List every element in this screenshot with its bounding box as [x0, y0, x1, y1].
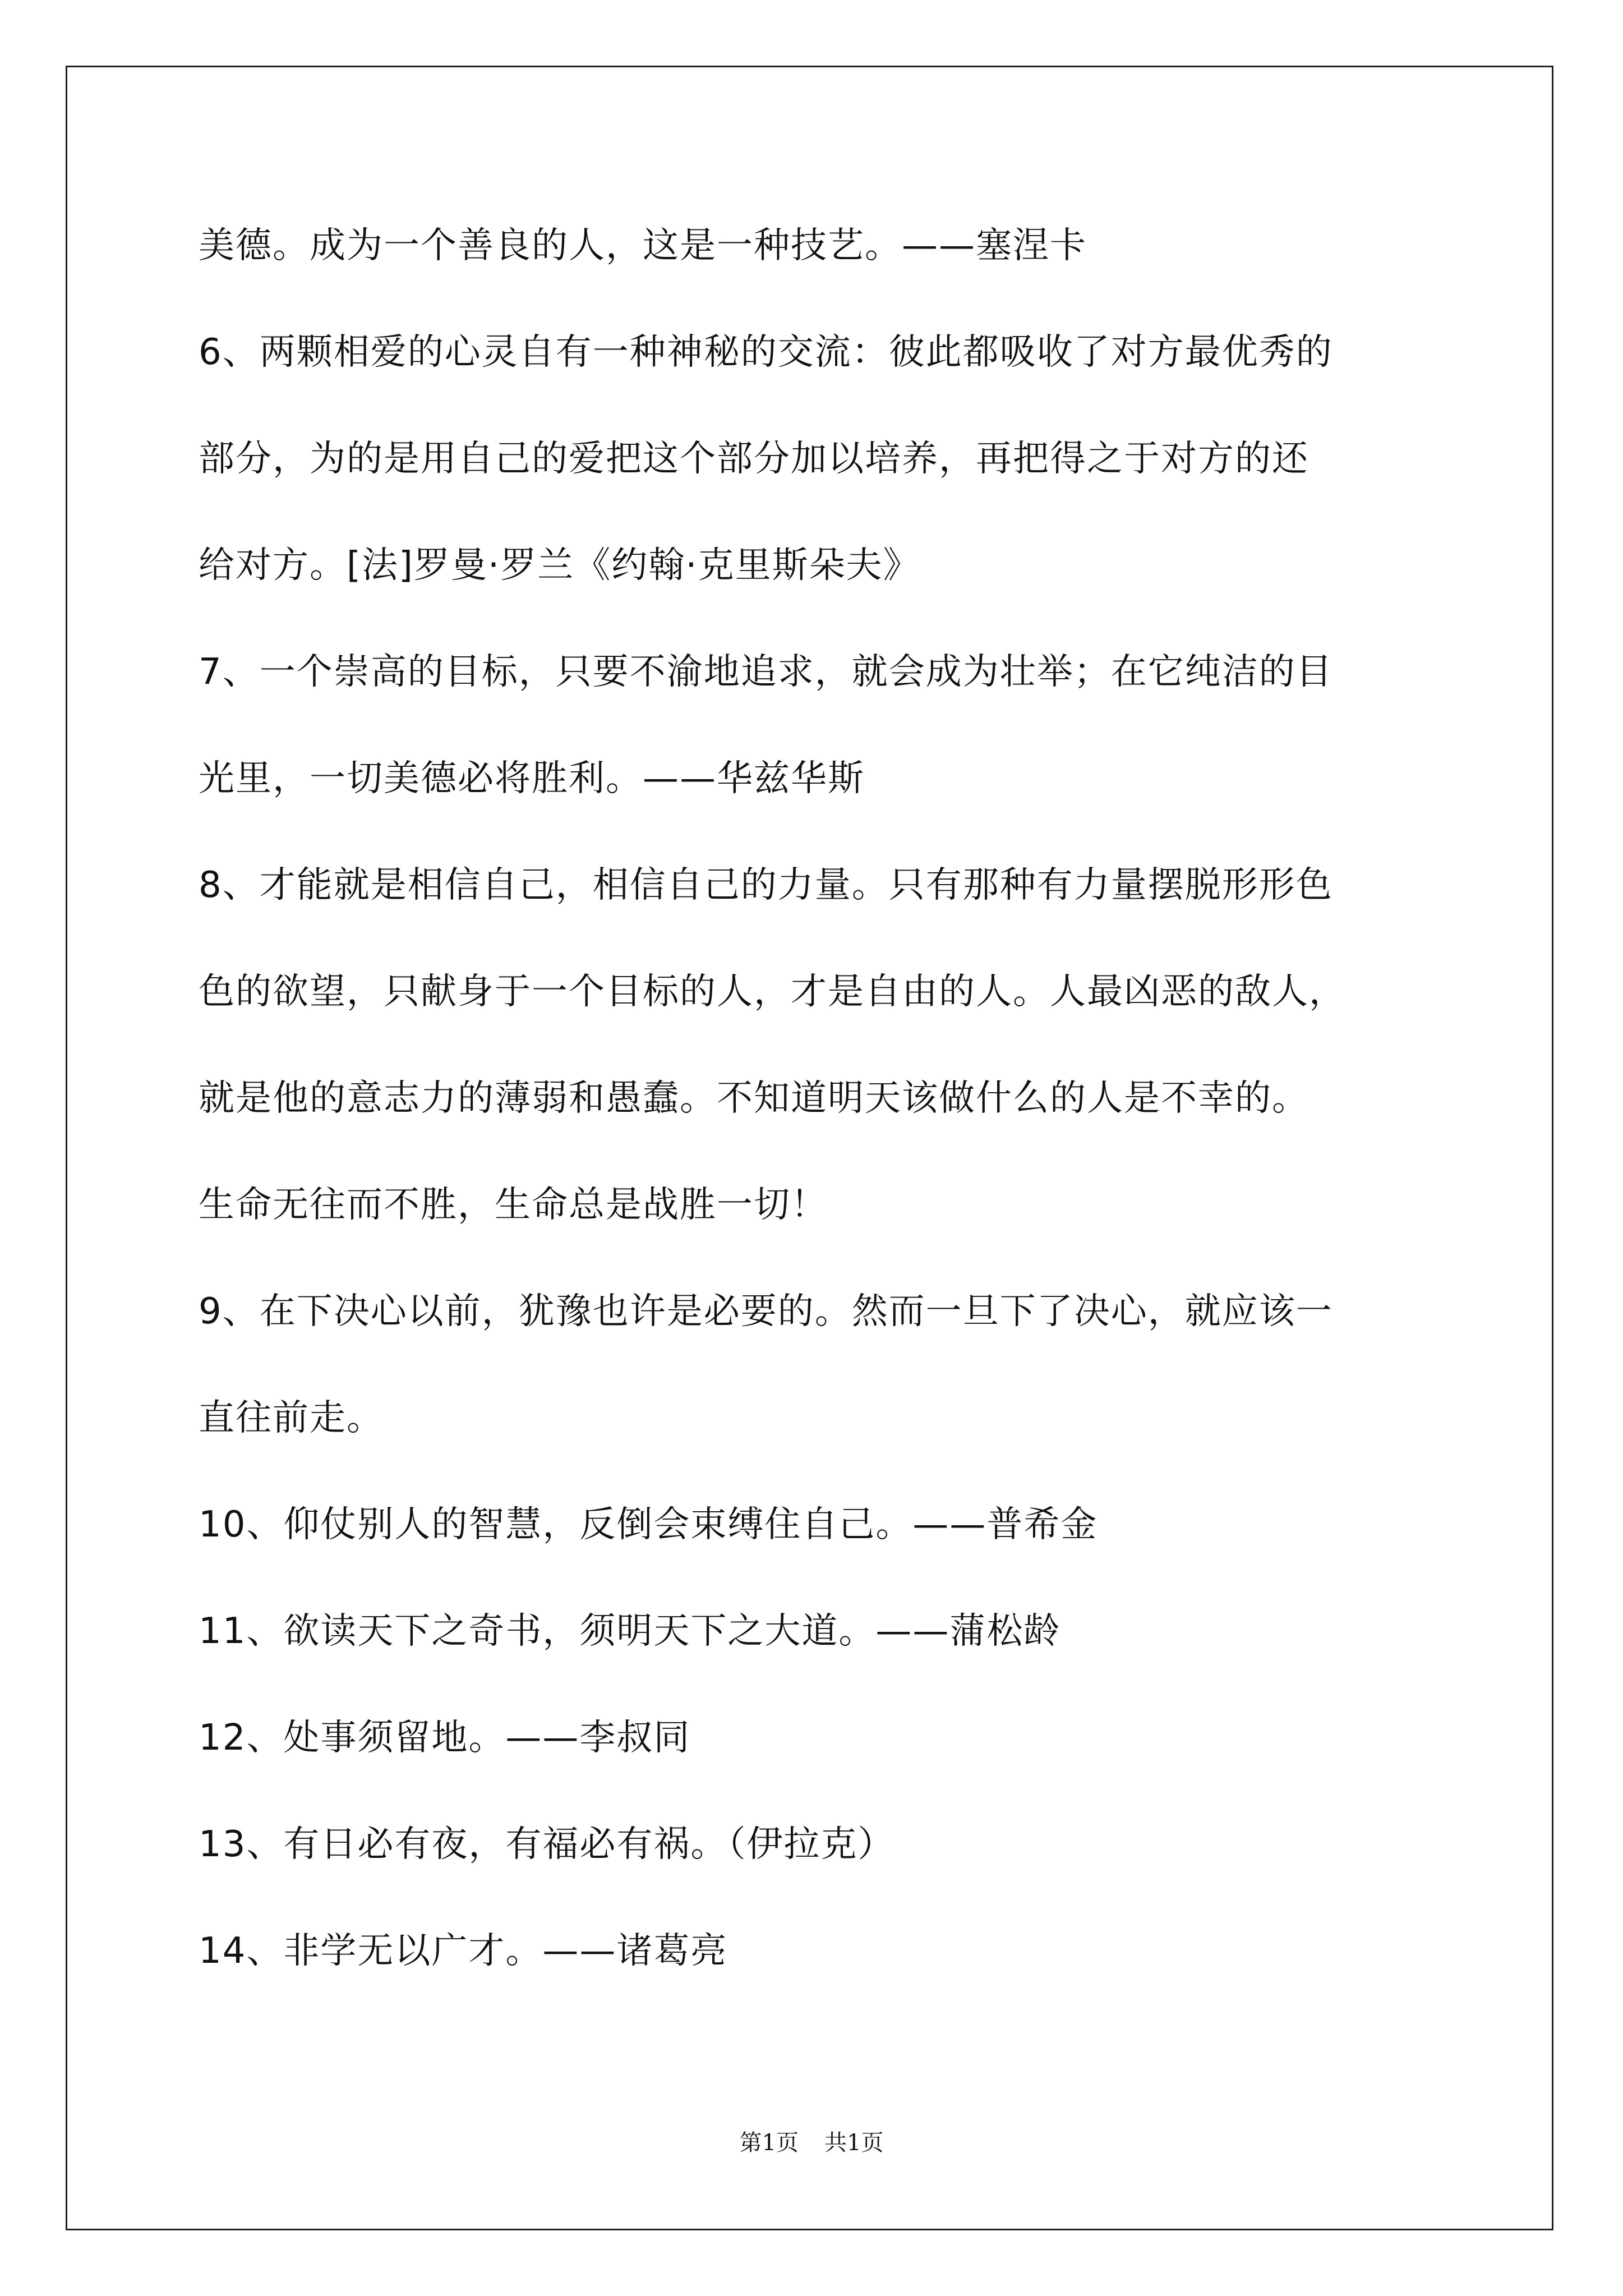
text-line: 色的欲望，只献身于一个目标的人，才是自由的人。人最凶恶的敌人，	[199, 971, 1346, 1013]
text-line: 生命无往而不胜，生命总是战胜一切！	[199, 1184, 828, 1226]
page-number: 第1页	[739, 2130, 799, 2156]
text-line: 10、仰仗别人的智慧，反倒会束缚住自己。——普希金	[199, 1504, 1098, 1545]
text-line: 11、欲读天下之奇书，须明天下之大道。——蒲松龄	[199, 1611, 1061, 1652]
text-line: 14、非学无以广才。——诸葛亮	[199, 1930, 728, 1972]
page-footer	[0, 2129, 1623, 2157]
text-line: 部分，为的是用自己的爱把这个部分加以培养，再把得之于对方的还	[199, 438, 1309, 480]
text-line: 直往前走。	[199, 1397, 384, 1439]
text-line: 光里，一切美德必将胜利。——华兹华斯	[199, 758, 865, 799]
text-line: 12、处事须留地。——李叔同	[199, 1717, 691, 1759]
text-line: 8、才能就是相信自己，相信自己的力量。只有那种有力量摆脱形形色	[199, 864, 1333, 906]
page-total: 共1页	[824, 2130, 884, 2156]
text-line: 美德。成为一个善良的人，这是一种技艺。——塞涅卡	[199, 225, 1087, 266]
text-line: 就是他的意志力的薄弱和愚蠢。不知道明天该做什么的人是不幸的。	[199, 1078, 1309, 1119]
text-line: 给对方。[法]罗曼·罗兰《约翰·克里斯朵夫》	[199, 545, 920, 586]
page-border	[66, 66, 1553, 2230]
text-line: 6、两颗相爱的心灵自有一种神秘的交流：彼此都吸收了对方最优秀的	[199, 332, 1333, 373]
text-line: 9、在下决心以前，犹豫也许是必要的。然而一旦下了决心，就应该一	[199, 1291, 1333, 1332]
text-line: 7、一个崇高的目标，只要不渝地追求，就会成为壮举；在它纯洁的目	[199, 651, 1333, 693]
text-line: 13、有日必有夜，有福必有祸。（伊拉克）	[199, 1824, 895, 1865]
